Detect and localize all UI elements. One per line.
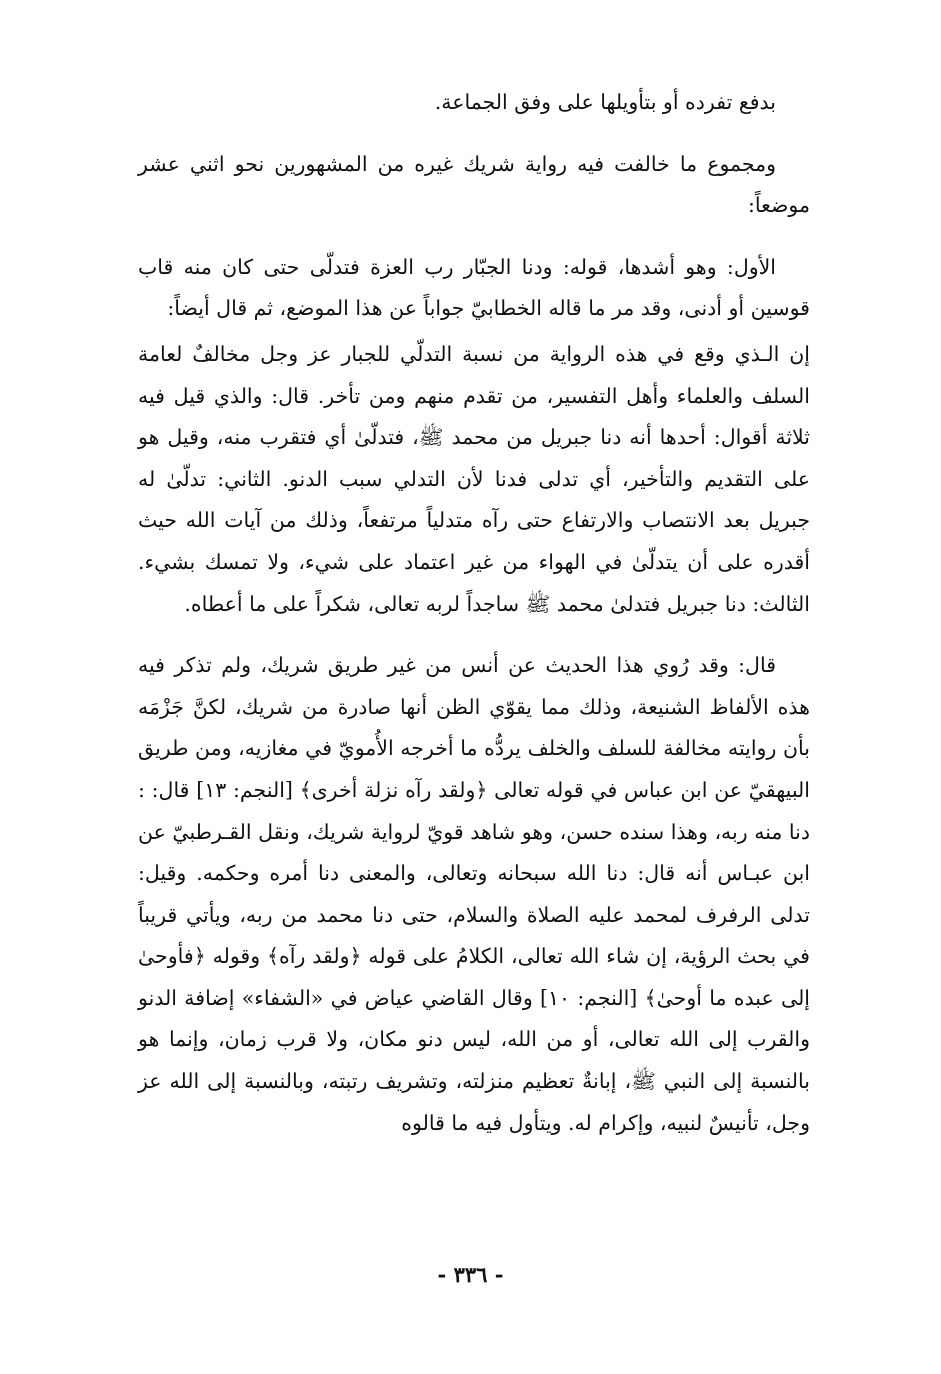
paragraph-5: قال: وقد رُوي هذا الحديث عن أنس من غير طريق شريك، ولم تذكر فيه هذه الألفاظ الشنيعة، وذلك مما يقوّي الظن أنها صادرة من شريك، لكنَّ جَزْمَه بأن روايته مخالفة للسلف والخلف يردُّه ما أخرجه الأُمويّ في مغازيه، ومن طريق البيهقيّ عن ابن عباس في قوله تعالى ﴿ولقد رآه نزلة أخرى﴾ [النجم: ١٣] قال: : دنا منه ربه، وهذا سنده حسن، وهو شاهد قويّ لرواية شريك، ونقل القـرطبيّ عن ابن عبـاس أنه قال: دنا الله سبحانه وتعالى، والمعنى دنا أمره وحكمه. وقيل: تدلى الرفرف لمحمد عليه الصلاة والسلام، حتى دنا محمد من ربه، ويأتي قريباً في بحث الرؤية، إن شاء الله تعالى، الكلامُ على قوله ﴿ولقد رآه﴾ وقوله ﴿فأوحىٰ إلى عبده ما أوحىٰ﴾ [النجم: ١٠] وقال القاضي عياض في «الشفاء» إضافة الدنو والقرب إلى الله تعالى، أو من الله، ليس دنو مكان، ولا قرب زمان، وإنما هو بالنسبة إلى النبي ﷺ، إبانةٌ تعظيم منزلته، وتشريف رتبته، وبالنسبة إلى الله عز وجل، تأنيسٌ لنبيه، وإكرام له. ويتأول فيه ما قالوه — [138, 653, 811, 1135]
page-body — [138, 82, 810, 1144]
paragraph-3: الأول: وهو أشدها، قوله: ودنا الجبّار رب العزة فتدلّى حتى كان منه قاب قوسين أو أدنى، وقد مر ما قاله الخطابيّ جواباً عن هذا الموضع، ثم قال أيضاً: — [138, 254, 810, 321]
paragraph-4-quote: إن الـذي وقع في هذه الرواية من نسبة التدلّي للجبار عز وجل مخالفٌ لعامة السلف والعلماء وأهل التفسير، من تقدم منهم ومن تأخر. قال: والذي قيل فيه ثلاثة أقوال: أحدها أنه دنا جبريل من محمد ﷺ، فتدلّىٰ أي فتقرب منه، وقيل هو على التقديم والتأخير، أي تدلى فدنا لأن التدلي سبب الدنو. الثاني: تدلّىٰ له جبريل بعد الانتصاب والارتفاع حتى رآه متدلياً مرتفعاً، وذلك من آيات الله حيث أقدره على أن يتدلّىٰ في الهواء من غير اعتماد على شيء، ولا تمسك بشيء. الثالث: دنا جبريل فتدلىٰ محمد ﷺ ساجداً لربه تعالى، شكراً على ما أعطاه. — [138, 341, 810, 616]
paragraph-1: بدفع تفرده أو بتأويلها على وفق الجماعة. — [434, 90, 776, 114]
paragraph-2: ومجموع ما خالفت فيه رواية شريك غيره من المشهورين نحو اثني عشر موضعاً: — [138, 151, 810, 218]
page-number: - ٣٣٦ - — [437, 1262, 504, 1287]
